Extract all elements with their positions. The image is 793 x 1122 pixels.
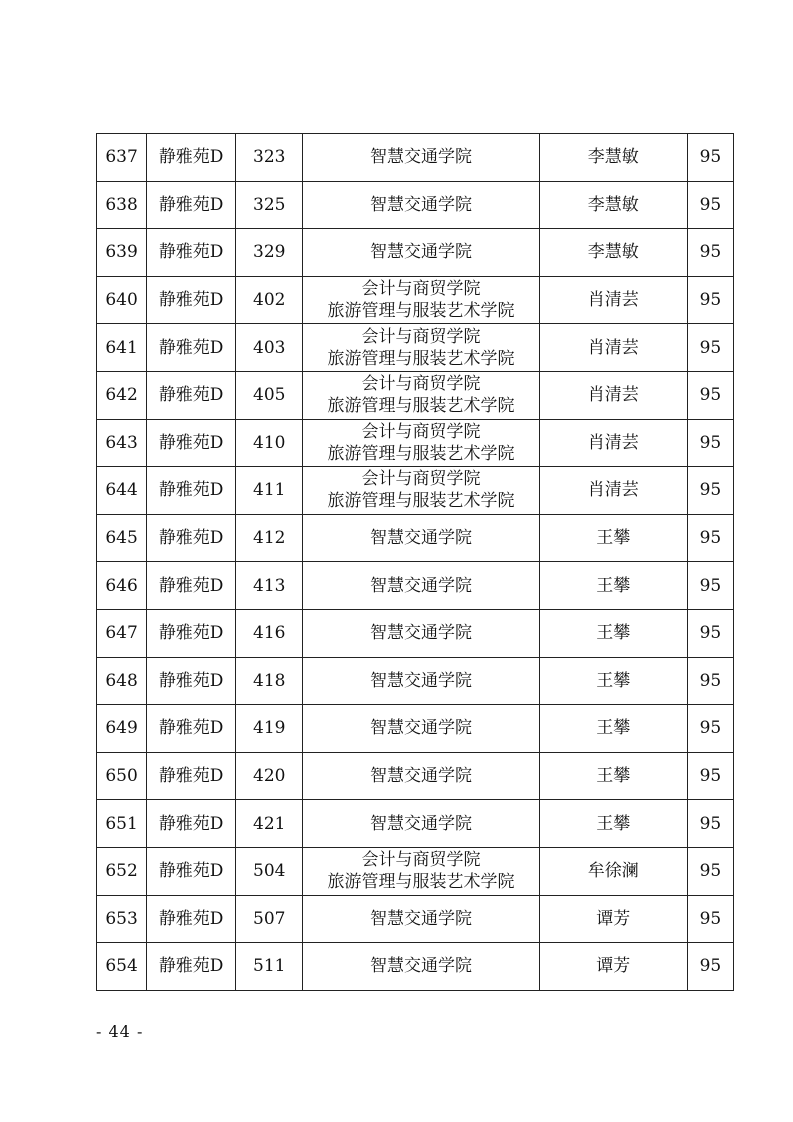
room-cell: 329 (236, 229, 303, 277)
row-number-cell: 644 (97, 467, 147, 515)
score-cell: 95 (687, 467, 733, 515)
row-number-cell: 639 (97, 229, 147, 277)
college-cell (303, 609, 539, 657)
table-row (97, 134, 734, 182)
building-cell: 静雅苑D (147, 324, 236, 372)
college-name: 旅游管理与服装艺术学院 (327, 443, 515, 464)
college-name: 智慧交通学院 (369, 908, 472, 929)
teacher-cell: 王攀 (539, 657, 687, 705)
college-cell (303, 847, 539, 895)
room-cell: 323 (236, 134, 303, 182)
room-cell: 419 (236, 705, 303, 753)
building-cell: 静雅苑D (147, 276, 236, 324)
row-number-cell: 641 (97, 324, 147, 372)
row-number-cell: 637 (97, 134, 147, 182)
building-cell: 静雅苑D (147, 514, 236, 562)
room-cell: 511 (236, 943, 303, 991)
score-cell: 95 (687, 752, 733, 800)
room-cell: 421 (236, 800, 303, 848)
score-cell: 95 (687, 943, 733, 991)
college-name: 智慧交通学院 (369, 528, 472, 549)
building-cell: 静雅苑D (147, 847, 236, 895)
teacher-cell: 肖清芸 (539, 371, 687, 419)
room-cell: 405 (236, 371, 303, 419)
table-row (97, 657, 734, 705)
score-cell: 95 (687, 800, 733, 848)
room-cell: 412 (236, 514, 303, 562)
college-name: 智慧交通学院 (369, 242, 472, 263)
table-row (97, 752, 734, 800)
teacher-cell: 谭芳 (539, 943, 687, 991)
building-cell: 静雅苑D (147, 800, 236, 848)
score-cell: 95 (687, 419, 733, 467)
teacher-cell: 李慧敏 (539, 181, 687, 229)
college-cell (303, 419, 539, 467)
teacher-cell: 肖清芸 (539, 324, 687, 372)
college-name: 旅游管理与服装艺术学院 (327, 491, 515, 512)
college-name: 会计与商贸学院 (361, 374, 481, 395)
college-name: 智慧交通学院 (369, 718, 472, 739)
college-cell (303, 229, 539, 277)
room-cell: 402 (236, 276, 303, 324)
room-cell: 403 (236, 324, 303, 372)
teacher-cell: 王攀 (539, 752, 687, 800)
room-cell: 418 (236, 657, 303, 705)
building-cell: 静雅苑D (147, 229, 236, 277)
table-row (97, 371, 734, 419)
table-row (97, 562, 734, 610)
score-cell: 95 (687, 705, 733, 753)
room-cell: 325 (236, 181, 303, 229)
college-name: 智慧交通学院 (369, 575, 472, 596)
college-cell (303, 324, 539, 372)
table-row (97, 324, 734, 372)
score-cell: 95 (687, 229, 733, 277)
score-cell: 95 (687, 134, 733, 182)
score-cell: 95 (687, 276, 733, 324)
table-row (97, 514, 734, 562)
college-name: 旅游管理与服装艺术学院 (327, 396, 515, 417)
college-cell (303, 752, 539, 800)
college-name: 智慧交通学院 (369, 766, 472, 787)
table-row (97, 229, 734, 277)
table-row (97, 181, 734, 229)
college-name: 旅游管理与服装艺术学院 (327, 301, 515, 322)
dormitory-score-table (96, 133, 734, 991)
college-name: 会计与商贸学院 (361, 279, 481, 300)
row-number-cell: 651 (97, 800, 147, 848)
college-name: 智慧交通学院 (369, 147, 472, 168)
building-cell: 静雅苑D (147, 609, 236, 657)
table-row (97, 943, 734, 991)
row-number-cell: 654 (97, 943, 147, 991)
row-number-cell: 645 (97, 514, 147, 562)
college-cell (303, 181, 539, 229)
building-cell: 静雅苑D (147, 419, 236, 467)
college-cell (303, 800, 539, 848)
college-name: 会计与商贸学院 (361, 469, 481, 490)
score-cell: 95 (687, 371, 733, 419)
teacher-cell: 谭芳 (539, 895, 687, 943)
college-cell (303, 562, 539, 610)
building-cell: 静雅苑D (147, 134, 236, 182)
room-cell: 420 (236, 752, 303, 800)
college-name: 智慧交通学院 (369, 956, 472, 977)
teacher-cell: 李慧敏 (539, 229, 687, 277)
row-number-cell: 642 (97, 371, 147, 419)
teacher-cell: 肖清芸 (539, 419, 687, 467)
teacher-cell: 王攀 (539, 705, 687, 753)
teacher-cell: 王攀 (539, 562, 687, 610)
teacher-cell: 王攀 (539, 800, 687, 848)
building-cell: 静雅苑D (147, 467, 236, 515)
score-cell: 95 (687, 324, 733, 372)
college-name: 旅游管理与服装艺术学院 (327, 872, 515, 893)
row-number-cell: 650 (97, 752, 147, 800)
score-cell: 95 (687, 514, 733, 562)
row-number-cell: 646 (97, 562, 147, 610)
room-cell: 410 (236, 419, 303, 467)
building-cell: 静雅苑D (147, 562, 236, 610)
college-name: 智慧交通学院 (369, 623, 472, 644)
room-cell: 507 (236, 895, 303, 943)
room-cell: 411 (236, 467, 303, 515)
row-number-cell: 647 (97, 609, 147, 657)
score-cell: 95 (687, 181, 733, 229)
table-row (97, 705, 734, 753)
score-cell: 95 (687, 657, 733, 705)
page-number: - 44 - (96, 1022, 144, 1041)
row-number-cell: 652 (97, 847, 147, 895)
score-cell: 95 (687, 895, 733, 943)
score-cell: 95 (687, 609, 733, 657)
room-cell: 416 (236, 609, 303, 657)
building-cell: 静雅苑D (147, 371, 236, 419)
table-row (97, 847, 734, 895)
table-row (97, 419, 734, 467)
college-cell (303, 657, 539, 705)
college-name: 智慧交通学院 (369, 194, 472, 215)
college-name: 旅游管理与服装艺术学院 (327, 348, 515, 369)
college-cell (303, 514, 539, 562)
table-row (97, 609, 734, 657)
teacher-cell: 王攀 (539, 514, 687, 562)
college-cell (303, 276, 539, 324)
score-cell: 95 (687, 562, 733, 610)
teacher-cell: 牟徐澜 (539, 847, 687, 895)
college-cell (303, 134, 539, 182)
building-cell: 静雅苑D (147, 657, 236, 705)
room-cell: 504 (236, 847, 303, 895)
table-row (97, 276, 734, 324)
row-number-cell: 653 (97, 895, 147, 943)
college-cell (303, 705, 539, 753)
row-number-cell: 640 (97, 276, 147, 324)
college-name: 会计与商贸学院 (361, 421, 481, 442)
row-number-cell: 648 (97, 657, 147, 705)
row-number-cell: 649 (97, 705, 147, 753)
building-cell: 静雅苑D (147, 752, 236, 800)
score-cell: 95 (687, 847, 733, 895)
college-cell (303, 467, 539, 515)
building-cell: 静雅苑D (147, 943, 236, 991)
college-name: 智慧交通学院 (369, 813, 472, 834)
building-cell: 静雅苑D (147, 705, 236, 753)
teacher-cell: 肖清芸 (539, 467, 687, 515)
college-name: 智慧交通学院 (369, 670, 472, 691)
table-row (97, 895, 734, 943)
teacher-cell: 王攀 (539, 609, 687, 657)
building-cell: 静雅苑D (147, 895, 236, 943)
college-cell (303, 943, 539, 991)
college-cell (303, 895, 539, 943)
row-number-cell: 638 (97, 181, 147, 229)
room-cell: 413 (236, 562, 303, 610)
table-row (97, 467, 734, 515)
teacher-cell: 李慧敏 (539, 134, 687, 182)
row-number-cell: 643 (97, 419, 147, 467)
college-name: 会计与商贸学院 (361, 326, 481, 347)
table-row (97, 800, 734, 848)
college-name: 会计与商贸学院 (361, 850, 481, 871)
teacher-cell: 肖清芸 (539, 276, 687, 324)
table-body (97, 134, 734, 991)
college-cell (303, 371, 539, 419)
building-cell: 静雅苑D (147, 181, 236, 229)
